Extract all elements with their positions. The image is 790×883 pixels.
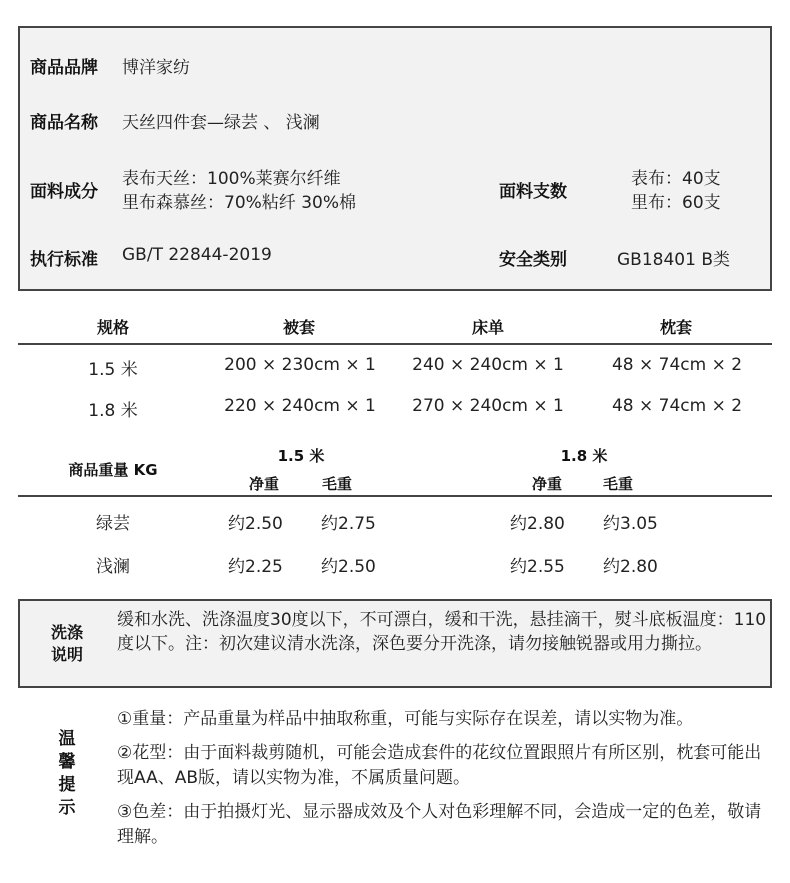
tip-pattern: ②花型：由于面料裁剪随机，可能会造成套件的花纹位置跟照片有所区别，枕套可能出现AA、AB版，请以实物为准，不属质量问题。 — [117, 743, 762, 788]
fabric-line-1: 表布天丝：100%莱赛尔纤维 — [122, 169, 341, 189]
tips-title-char-3: 提 — [58, 775, 76, 795]
size-row-2-duvet: 220 × 240cm × 1 — [224, 396, 376, 416]
tip-color: ③色差：由于拍摄灯光、显示器成效及个人对色彩理解不同，会造成一定的色差，敬请理解。 — [117, 802, 762, 847]
weight-row-1-gross-1-5: 约2.75 — [321, 514, 376, 534]
count-line-2: 里布：60支 — [631, 193, 721, 213]
weight-gross-header-1-8: 毛重 — [602, 475, 634, 493]
tips-title-char-2: 馨 — [58, 752, 76, 772]
size-row-1-sheet: 240 × 240cm × 1 — [412, 355, 564, 375]
standard-label: 执行标准 — [30, 250, 98, 270]
tips-title-char-1: 温 — [58, 729, 76, 749]
size-row-1-pillowcase: 48 × 74cm × 2 — [611, 355, 743, 375]
name-label: 商品名称 — [30, 113, 98, 133]
wash-title-line-1: 洗涤 — [50, 622, 83, 642]
wash-text: 缓和水洗、洗涤温度30度以下，不可漂白，缓和干洗，悬挂滴干，熨斗底板温度：110度以下。注：初次建议清水洗涤，深色要分开洗涤，请勿接触锐器或用力撕拉。 — [117, 610, 767, 654]
weight-header-divider — [18, 495, 772, 497]
product-info-box — [18, 26, 772, 291]
size-header-pillowcase: 枕套 — [659, 318, 693, 337]
tip-weight: ①重量：产品重量为样品中抽取称重，可能与实际存在误差，请以实物为准。 — [117, 709, 694, 729]
brand-value: 博洋家纺 — [122, 58, 190, 78]
size-row-1-duvet: 200 × 230cm × 1 — [224, 355, 376, 375]
weight-row-2-gross-1-8: 约2.80 — [603, 557, 658, 577]
safety-label: 安全类别 — [499, 250, 567, 270]
weight-row-1-gross-1-8: 约3.05 — [603, 514, 658, 534]
weight-row-2-net-1-5: 约2.25 — [228, 557, 283, 577]
count-line-1: 表布：40支 — [631, 169, 721, 189]
size-header-spec: 规格 — [96, 318, 130, 337]
weight-row-1-name: 绿芸 — [96, 514, 130, 534]
count-label: 面料支数 — [499, 182, 567, 202]
weight-row-1-net-1-5: 约2.50 — [228, 514, 283, 534]
size-row-2-spec: 1.8 米 — [88, 401, 138, 421]
weight-row-2-gross-1-5: 约2.50 — [321, 557, 376, 577]
brand-label: 商品品牌 — [30, 58, 98, 78]
wash-instructions-box — [18, 599, 772, 688]
weight-row-1-net-1-8: 约2.80 — [510, 514, 565, 534]
weight-gross-header-1-5: 毛重 — [321, 475, 353, 493]
size-header-sheet: 床单 — [471, 318, 505, 337]
standard-value: GB/T 22844-2019 — [122, 245, 272, 265]
safety-value: GB18401 B类 — [617, 250, 730, 270]
fabric-label: 面料成分 — [30, 182, 98, 202]
wash-title-line-2: 说明 — [50, 644, 83, 664]
size-header-duvet: 被套 — [282, 318, 316, 337]
weight-group-1-5: 1.5 米 — [277, 447, 325, 465]
size-header-divider — [18, 343, 772, 345]
size-row-2-sheet: 270 × 240cm × 1 — [412, 396, 564, 416]
size-row-2-pillowcase: 48 × 74cm × 2 — [611, 396, 743, 416]
weight-group-1-8: 1.8 米 — [560, 447, 608, 465]
fabric-line-2: 里布森慕丝：70%粘纤 30%棉 — [122, 193, 356, 213]
weight-net-header-1-5: 净重 — [248, 475, 280, 493]
wash-title — [20, 601, 114, 686]
weight-row-2-name: 浅澜 — [96, 557, 130, 577]
name-value: 天丝四件套—绿芸 、 浅澜 — [122, 113, 320, 133]
weight-net-header-1-8: 净重 — [531, 475, 563, 493]
weight-row-2-net-1-8: 约2.55 — [510, 557, 565, 577]
size-row-1-spec: 1.5 米 — [88, 360, 138, 380]
tips-title-char-4: 示 — [58, 798, 76, 818]
tips-title — [54, 728, 80, 820]
weight-title: 商品重量 KG — [68, 461, 158, 479]
